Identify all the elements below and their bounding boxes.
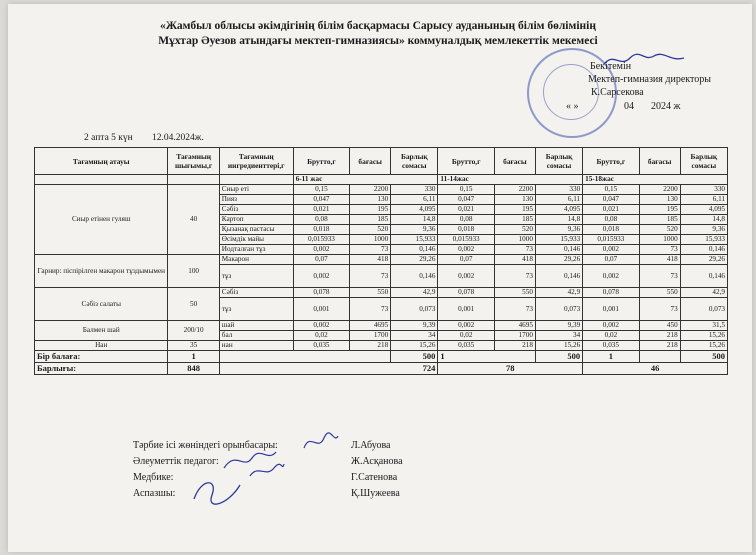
column-header: бағасы <box>350 148 391 175</box>
dish-name: Нан <box>35 341 168 351</box>
table-row <box>35 185 728 195</box>
ingredient-value: 0,002 <box>583 265 639 288</box>
ingredient-value: 0,08 <box>583 215 639 225</box>
ingredient-value: 73 <box>350 265 391 288</box>
ingredient-value: 0,021 <box>293 205 349 215</box>
ingredient-value: 0,02 <box>583 331 639 341</box>
table-row <box>35 341 728 351</box>
ingredient-value: 42,9 <box>391 288 438 298</box>
ingredient-value: 185 <box>639 215 680 225</box>
approval-day: « » <box>566 101 579 112</box>
per-child-sum: 500 <box>535 351 582 363</box>
column-header: бағасы <box>494 148 535 175</box>
ingredient-value: 195 <box>639 205 680 215</box>
ingredient-value: 0,035 <box>583 341 639 351</box>
column-header: Барлық сомасы <box>680 148 727 175</box>
ingredient-value: 218 <box>350 341 391 351</box>
ingredient-value: 0,08 <box>438 215 494 225</box>
signature-role: Медбике: <box>133 472 174 483</box>
ingredient-value: 185 <box>494 215 535 225</box>
ingredient-value: 520 <box>350 225 391 235</box>
ingredient-value: 0,047 <box>293 195 349 205</box>
ingredient-value: 418 <box>639 255 680 265</box>
column-header: Брутто,г <box>583 148 639 175</box>
column-header: Барлық сомасы <box>535 148 582 175</box>
approved-label: Бекітемін <box>590 61 632 72</box>
ingredient-value: 29,26 <box>535 255 582 265</box>
ingredient-value: 0,15 <box>293 185 349 195</box>
ingredient-value: 4,095 <box>391 205 438 215</box>
ingredient-value: 42,9 <box>680 288 727 298</box>
ingredient-value: 0,002 <box>438 265 494 288</box>
table-row <box>35 321 728 331</box>
column-header: бағасы <box>639 148 680 175</box>
director-name: К.Сарсекова <box>591 87 644 98</box>
per-child-row <box>35 351 728 363</box>
total-value: 78 <box>438 363 583 375</box>
total-row <box>35 363 728 375</box>
director-position: Мектеп-гимназия директоры <box>588 74 711 85</box>
ingredient-value: 1000 <box>639 235 680 245</box>
dish-yield: 40 <box>168 185 219 255</box>
ingredient-value: 0,078 <box>438 288 494 298</box>
signature-row <box>133 440 433 451</box>
ingredient-value: 0,015933 <box>438 235 494 245</box>
ingredient-value: 0,146 <box>391 245 438 255</box>
ingredient-value: 0,146 <box>535 265 582 288</box>
ingredient-value: 0,021 <box>583 205 639 215</box>
signature-name: Ж.Асқанова <box>351 456 403 467</box>
column-header: Брутто,г <box>293 148 349 175</box>
ingredient-value: 0,018 <box>583 225 639 235</box>
signature-name: Қ.Шужеева <box>351 488 400 499</box>
ingredient-value: 73 <box>639 245 680 255</box>
ingredient-value: 0,002 <box>438 245 494 255</box>
table-row <box>35 288 728 298</box>
ingredient-value: 1000 <box>494 235 535 245</box>
ingredient-value: 15,26 <box>680 331 727 341</box>
ingredient-value: 195 <box>350 205 391 215</box>
ingredient-name: шай <box>219 321 293 331</box>
ingredient-value: 4,095 <box>535 205 582 215</box>
ingredient-value: 0,018 <box>293 225 349 235</box>
ingredient-value: 0,073 <box>535 298 582 321</box>
ingredient-value: 29,26 <box>391 255 438 265</box>
per-child-sum: 500 <box>680 351 727 363</box>
per-child-count: 1 <box>583 351 639 363</box>
per-child-count: 1 <box>438 351 536 363</box>
ingredient-value: 73 <box>350 298 391 321</box>
ingredient-value: 0,002 <box>583 245 639 255</box>
dish-yield: 200/10 <box>168 321 219 341</box>
ingredient-value: 6,11 <box>391 195 438 205</box>
signature-deputy <box>300 430 340 454</box>
ingredient-value: 4,095 <box>680 205 727 215</box>
ingredient-value: 6,11 <box>680 195 727 205</box>
ingredient-value: 9,36 <box>535 225 582 235</box>
age-group-row <box>35 175 728 185</box>
ingredient-value: 0,15 <box>583 185 639 195</box>
ingredient-value: 15,933 <box>680 235 727 245</box>
per-child-sum: 500 <box>391 351 438 363</box>
dish-name: Сиыр етінен гуляш <box>35 185 168 255</box>
ingredient-value: 550 <box>639 288 680 298</box>
ingredient-value: 0,047 <box>438 195 494 205</box>
signature-name: Г.Сатенова <box>351 472 398 483</box>
ingredient-value: 0,015933 <box>293 235 349 245</box>
ingredient-value: 0,073 <box>680 298 727 321</box>
table-row <box>35 255 728 265</box>
ingredient-value: 2200 <box>639 185 680 195</box>
menu-date: 12.04.2024ж. <box>152 133 204 143</box>
ingredient-value: 0,015933 <box>583 235 639 245</box>
ingredient-name: Пияз <box>219 195 293 205</box>
ingredient-value: 0,002 <box>293 321 349 331</box>
column-header: Тағамның атауы <box>35 148 168 175</box>
column-header: Тағамның ингредиенттері,г <box>219 148 293 175</box>
ingredient-value: 130 <box>350 195 391 205</box>
ingredient-value: 15,933 <box>391 235 438 245</box>
ingredient-name: тұз <box>219 298 293 321</box>
ingredient-value: 0,001 <box>583 298 639 321</box>
ingredient-value: 550 <box>350 288 391 298</box>
ingredient-value: 14,8 <box>680 215 727 225</box>
signature-role: Әлеуметтік педагог: <box>133 456 219 467</box>
ingredient-value: 15,26 <box>535 341 582 351</box>
ingredient-name: Сәбіз <box>219 205 293 215</box>
ingredient-value: 130 <box>494 195 535 205</box>
ingredient-value: 195 <box>494 205 535 215</box>
ingredient-value: 330 <box>535 185 582 195</box>
signature-role: Аспазшы: <box>133 488 176 499</box>
ingredient-value: 34 <box>391 331 438 341</box>
ingredient-value: 31,5 <box>680 321 727 331</box>
ingredient-value: 73 <box>350 245 391 255</box>
dish-yield: 50 <box>168 288 219 321</box>
ingredient-value: 73 <box>494 245 535 255</box>
column-header: Брутто,г <box>438 148 494 175</box>
ingredient-value: 15,26 <box>391 341 438 351</box>
age-group-label: 6-11 жас <box>293 175 438 185</box>
approval-month: 04 <box>624 101 634 112</box>
ingredient-value: 0,02 <box>438 331 494 341</box>
table-header-row <box>35 148 728 175</box>
ingredient-value: 14,8 <box>391 215 438 225</box>
ingredient-name: бал <box>219 331 293 341</box>
ingredient-value: 34 <box>535 331 582 341</box>
ingredient-value: 520 <box>639 225 680 235</box>
ingredient-value: 0,07 <box>583 255 639 265</box>
age-group-label: 15-18жас <box>583 175 728 185</box>
ingredient-value: 0,002 <box>293 245 349 255</box>
ingredient-value: 29,26 <box>680 255 727 265</box>
week-day: 2 апта 5 күн <box>84 133 133 143</box>
ingredient-value: 330 <box>391 185 438 195</box>
total-value: 724 <box>219 363 438 375</box>
ingredient-value: 0,073 <box>391 298 438 321</box>
ingredient-name: Иодталған тұз <box>219 245 293 255</box>
approval-year: 2024 ж <box>651 101 681 112</box>
ingredient-value: 0,02 <box>293 331 349 341</box>
ingredient-name: тұз <box>219 265 293 288</box>
ingredient-value: 73 <box>639 298 680 321</box>
signature-name: Л.Абуова <box>351 440 391 451</box>
ingredient-value: 9,39 <box>391 321 438 331</box>
ingredient-value: 42,9 <box>535 288 582 298</box>
ingredient-value: 0,078 <box>583 288 639 298</box>
ingredient-value: 9,36 <box>391 225 438 235</box>
ingredient-value: 0,001 <box>438 298 494 321</box>
ingredient-value: 1700 <box>350 331 391 341</box>
ingredient-value: 418 <box>350 255 391 265</box>
ingredient-value: 0,021 <box>438 205 494 215</box>
ingredient-value: 0,15 <box>438 185 494 195</box>
per-child-count: 1 <box>168 351 219 363</box>
ingredient-value: 0,146 <box>680 265 727 288</box>
age-group-label: 11-14жас <box>438 175 583 185</box>
ingredient-value: 0,146 <box>535 245 582 255</box>
ingredient-name: Өсімдік майы <box>219 235 293 245</box>
ingredient-value: 73 <box>639 265 680 288</box>
ingredient-value: 1700 <box>494 331 535 341</box>
ingredient-name: нан <box>219 341 293 351</box>
ingredient-value: 218 <box>494 341 535 351</box>
ingredient-value: 450 <box>639 321 680 331</box>
total-value: 46 <box>583 363 728 375</box>
ingredient-value: 130 <box>639 195 680 205</box>
dish-yield: 100 <box>168 255 219 288</box>
ingredient-value: 218 <box>639 341 680 351</box>
ingredient-value: 0,07 <box>438 255 494 265</box>
ingredient-value: 0,08 <box>293 215 349 225</box>
total-label: Барлығы: <box>35 363 168 375</box>
ingredient-value: 73 <box>494 265 535 288</box>
ingredient-value: 9,36 <box>680 225 727 235</box>
ingredient-name: Макарон <box>219 255 293 265</box>
per-child-label: Бір балаға: <box>35 351 168 363</box>
ingredient-value: 14,8 <box>535 215 582 225</box>
ingredient-value: 185 <box>350 215 391 225</box>
signature-row <box>133 488 433 499</box>
ingredient-value: 0,146 <box>680 245 727 255</box>
dish-name: Сәбіз салаты <box>35 288 168 321</box>
org-title-line2: Мұхтар Әуезов атындағы мектеп-гимназиясы» коммуналдық мемлекеттік мекемесі <box>158 35 598 47</box>
menu-table <box>34 147 728 375</box>
ingredient-value: 15,26 <box>680 341 727 351</box>
ingredient-value: 9,39 <box>535 321 582 331</box>
ingredient-value: 520 <box>494 225 535 235</box>
ingredient-value: 0,035 <box>438 341 494 351</box>
ingredient-value: 0,001 <box>293 298 349 321</box>
signature-nurse <box>246 460 286 482</box>
ingredient-value: 2200 <box>494 185 535 195</box>
ingredient-name: Сиыр еті <box>219 185 293 195</box>
ingredient-value: 73 <box>494 298 535 321</box>
ingredient-value: 2200 <box>350 185 391 195</box>
ingredient-value: 0,047 <box>583 195 639 205</box>
ingredient-value: 330 <box>680 185 727 195</box>
ingredient-value: 15,933 <box>535 235 582 245</box>
ingredient-value: 0,002 <box>583 321 639 331</box>
ingredient-value: 1000 <box>350 235 391 245</box>
ingredient-value: 0,018 <box>438 225 494 235</box>
ingredient-value: 0,146 <box>391 265 438 288</box>
dish-yield: 35 <box>168 341 219 351</box>
column-header: Тағамның шығымы,г <box>168 148 219 175</box>
signature-cook <box>188 475 248 509</box>
ingredient-value: 6,11 <box>535 195 582 205</box>
ingredient-value: 4695 <box>350 321 391 331</box>
signature-role: Тәрбие ісі жөніндегі орынбасары: <box>133 440 278 451</box>
ingredient-name: Қызанақ пастасы <box>219 225 293 235</box>
ingredient-value: 418 <box>494 255 535 265</box>
column-header: Барлық сомасы <box>391 148 438 175</box>
dish-name: Балмен шай <box>35 321 168 341</box>
ingredient-value: 0,07 <box>293 255 349 265</box>
ingredient-name: Картоп <box>219 215 293 225</box>
total-value: 848 <box>168 363 219 375</box>
org-title-line1: «Жамбыл облысы әкімдігінің білім басқармасы Сарысу ауданының білім бөлімінің <box>160 20 596 32</box>
ingredient-value: 0,002 <box>293 265 349 288</box>
ingredient-value: 0,002 <box>438 321 494 331</box>
ingredient-value: 0,078 <box>293 288 349 298</box>
ingredient-value: 0,035 <box>293 341 349 351</box>
dish-name: Гарнир: піспірілген макарон тұздымымен <box>35 255 168 288</box>
ingredient-value: 550 <box>494 288 535 298</box>
ingredient-value: 4695 <box>494 321 535 331</box>
ingredient-value: 218 <box>639 331 680 341</box>
ingredient-name: Сәбіз <box>219 288 293 298</box>
